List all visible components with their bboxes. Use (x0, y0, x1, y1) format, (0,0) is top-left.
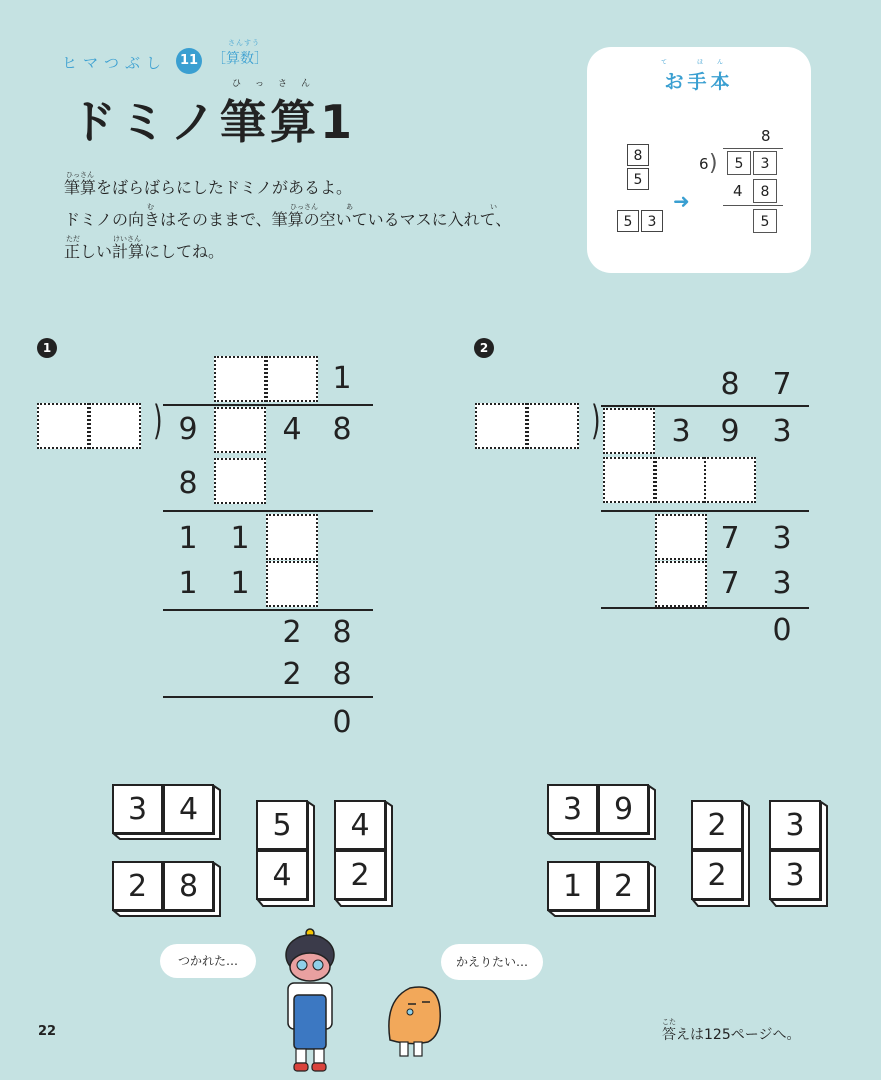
p2-bracket: ) (591, 398, 601, 444)
p2-domino-h-1[interactable] (547, 784, 657, 840)
example-domino-v-top: 8 (627, 144, 649, 166)
ruby-tada: ただ (66, 235, 80, 243)
p1-row3-slot[interactable] (266, 514, 318, 560)
p1-row6-digit-2: 8 (332, 657, 352, 692)
ruby-hissan-1: ひっさん (66, 171, 94, 179)
p2-row4-digit-2: 3 (772, 566, 792, 601)
instruction-line-2: ドミノの向きはそのままで、筆算の空いているマスに入れて、 (64, 210, 512, 229)
example-product-2: 8 (753, 179, 777, 203)
domino-face: 3 (547, 784, 598, 834)
domino-face: 2 (691, 800, 743, 850)
p2-domino-v-1[interactable] (691, 800, 751, 908)
p2-domino-v-2[interactable] (769, 800, 829, 908)
p2-row2-slot-2[interactable] (655, 457, 707, 503)
p1-row4-digit-1: 1 (178, 566, 198, 601)
example-divisor: 6 (699, 155, 709, 173)
example-line-2 (723, 205, 783, 206)
domino-face: 3 (769, 850, 821, 900)
domino-face: 3 (112, 784, 163, 834)
p1-row4-digit-2: 1 (230, 566, 250, 601)
answer-ruby: こた (662, 1018, 676, 1026)
p1-dividend-3: 8 (332, 412, 352, 447)
p1-row3-digit-1: 1 (178, 521, 198, 556)
p1-row5-digit-2: 8 (332, 615, 352, 650)
example-domino-v-bottom: 5 (627, 168, 649, 190)
p2-row3-digit-2: 3 (772, 521, 792, 556)
p2-quotient-digit-1: 8 (720, 367, 740, 402)
p1-subtract-line-1 (163, 510, 373, 512)
p1-quotient-slot-1[interactable] (214, 356, 266, 402)
example-panel (587, 47, 811, 273)
domino-face: 2 (334, 850, 386, 900)
p2-dividend-slot[interactable] (603, 408, 655, 454)
p2-row3-slot[interactable] (655, 514, 707, 560)
title-ruby: ひっさん (232, 79, 325, 89)
domino-face: 2 (598, 861, 649, 911)
p1-division-bar (163, 404, 373, 406)
p1-domino-v-1[interactable] (256, 800, 316, 908)
example-remainder: 5 (753, 209, 777, 233)
p2-row4-digit-1: 7 (720, 566, 740, 601)
page-number: 22 (38, 1024, 57, 1039)
series-number-badge: 11 (176, 48, 202, 74)
p1-quotient-digit: 1 (332, 361, 352, 396)
example-title-ruby: て ほん (661, 59, 737, 66)
p1-domino-h-1[interactable] (112, 784, 222, 840)
ruby-a: あ (346, 203, 353, 211)
domino-face: 9 (598, 784, 649, 834)
domino-face: 4 (334, 800, 386, 850)
p1-divisor-slot-1[interactable] (37, 403, 89, 449)
domino-face: 3 (769, 800, 821, 850)
domino-face: 4 (163, 784, 214, 834)
domino-face: 8 (163, 861, 214, 911)
example-arrow-icon: ➜ (673, 189, 690, 213)
p2-dividend-3: 3 (772, 414, 792, 449)
p2-subtract-line-1 (601, 510, 809, 512)
ruby-mu: む (147, 203, 154, 211)
example-bracket: ) (709, 151, 718, 176)
p2-division-bar (601, 405, 809, 407)
example-domino-h-right: 3 (641, 210, 663, 232)
p1-row2-digit: 8 (178, 466, 198, 501)
p1-row6-digit-1: 2 (282, 657, 302, 692)
speech-bubble-2: かえりたい… (441, 944, 543, 980)
p2-dividend-2: 9 (720, 414, 740, 449)
subject-ruby: さんすう (228, 39, 260, 47)
p1-dividend-slot[interactable] (214, 407, 266, 453)
p1-remainder: 0 (332, 705, 352, 740)
p2-row3-digit-1: 7 (720, 521, 740, 556)
example-domino-h-left: 5 (617, 210, 639, 232)
instruction-line-3: 正しい計算にしてね。 (64, 242, 225, 261)
domino-face: 1 (547, 861, 598, 911)
problem-1-number: 1 (37, 338, 57, 358)
answer-reference: 答えは125ページへ。 (662, 1027, 801, 1043)
p1-row5-digit-1: 2 (282, 615, 302, 650)
p1-quotient-slot-2[interactable] (266, 356, 318, 402)
p1-divisor-slot-2[interactable] (89, 403, 141, 449)
p2-domino-h-2[interactable] (547, 861, 657, 917)
p1-dividend-1: 9 (178, 412, 198, 447)
p1-domino-h-2[interactable] (112, 861, 222, 917)
example-line-1 (723, 148, 783, 149)
ruby-hissan-2: ひっさん (290, 203, 318, 211)
domino-face: 5 (256, 800, 308, 850)
p1-row3-digit-2: 1 (230, 521, 250, 556)
boy-character-illustration (270, 925, 350, 1075)
p1-row4-slot[interactable] (266, 561, 318, 607)
ruby-keisan: けいさん (113, 235, 141, 243)
example-quotient: 8 (761, 127, 771, 145)
p2-divisor-slot-2[interactable] (527, 403, 579, 449)
domino-face: 2 (112, 861, 163, 911)
p2-row2-slot-3[interactable] (704, 457, 756, 503)
p1-bracket: ) (153, 398, 163, 444)
p2-remainder: 0 (772, 613, 792, 648)
page-title: ドミノ筆算1 (70, 95, 357, 149)
instruction-line-1: 筆算をばらばらにしたドミノがあるよ。 (64, 178, 353, 197)
example-dividend-1: 5 (727, 151, 751, 175)
problem-2-number: 2 (474, 338, 494, 358)
example-title: お手本 (664, 71, 734, 93)
p2-row4-slot[interactable] (655, 561, 707, 607)
subject-label: ［算数］ (212, 51, 268, 67)
p2-quotient-digit-2: 7 (772, 367, 792, 402)
p2-divisor-slot-1[interactable] (475, 403, 527, 449)
p1-dividend-2: 4 (282, 412, 302, 447)
example-product-1: 4 (733, 182, 743, 200)
ruby-i: い (490, 203, 497, 211)
series-label: ヒマつぶし (62, 54, 168, 72)
p2-dividend-1: 3 (671, 414, 691, 449)
orange-creature-illustration (380, 980, 450, 1060)
example-dividend-2: 3 (753, 151, 777, 175)
domino-face: 2 (691, 850, 743, 900)
p1-subtract-line-3 (163, 696, 373, 698)
domino-face: 4 (256, 850, 308, 900)
p1-row2-slot[interactable] (214, 458, 266, 504)
speech-bubble-1: つかれた… (160, 944, 256, 978)
p1-domino-v-2[interactable] (334, 800, 394, 908)
p2-row2-slot-1[interactable] (603, 457, 655, 503)
